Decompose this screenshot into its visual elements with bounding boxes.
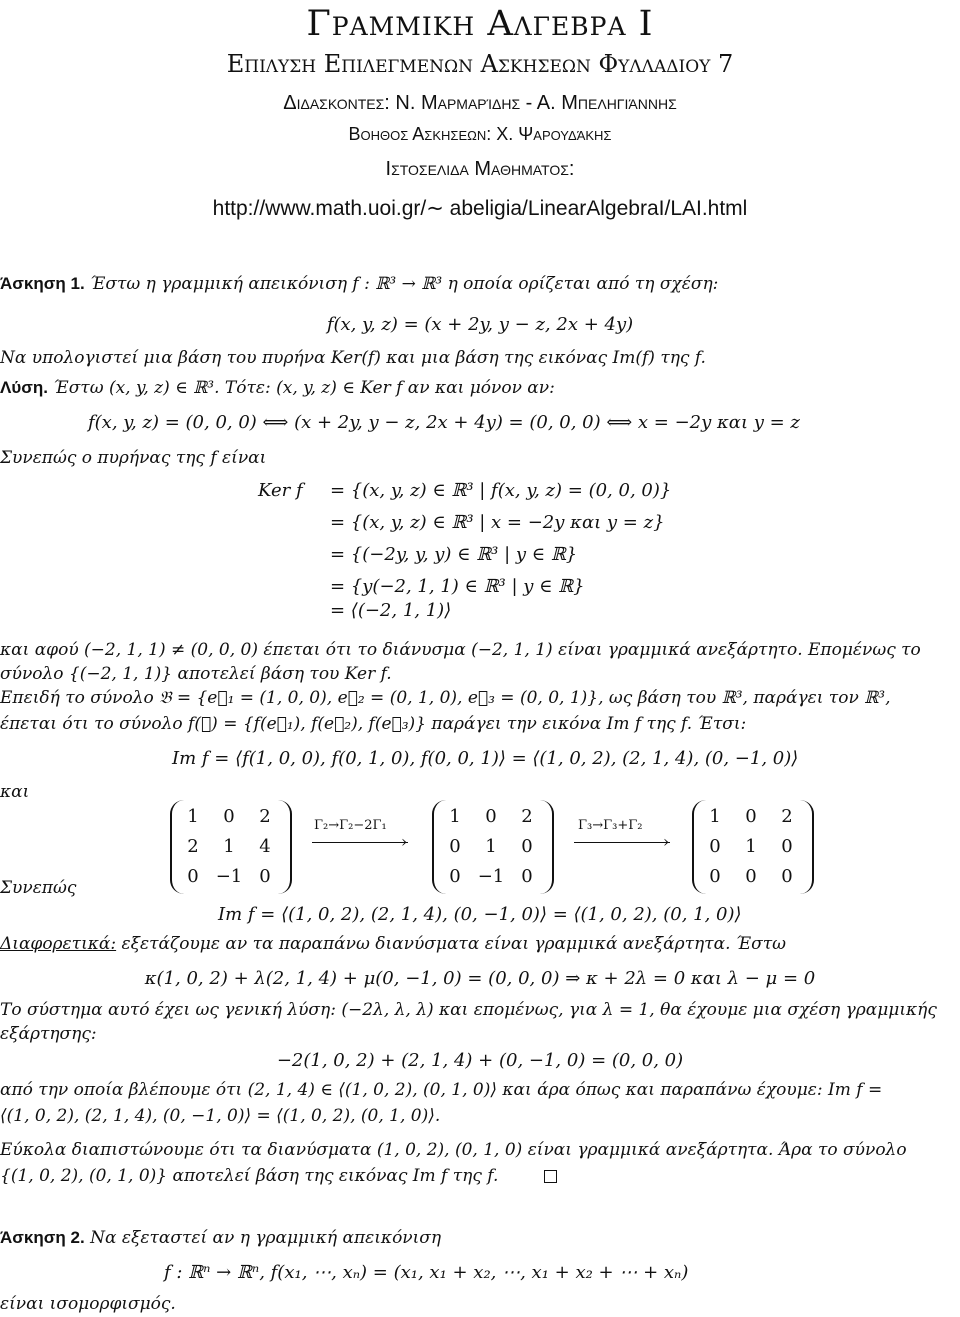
course-url[interactable]: http://www.math.uoi.gr/∼ abeligia/LinearAlgebraI/LAI.html [212,197,748,220]
doc-subtitle: Επιλυση Επιλεγμενων Ασκησεων Φυλλαδιου 7 [226,50,734,78]
exercise-2-label: Άσκηση 2. [0,1228,85,1247]
therefore-word: Συνεπώς [0,878,77,898]
arrow-right-icon: › [663,832,670,851]
definition-equation: f(x, y, z) = (x + 2y, y − z, 2x + 4y) [326,314,634,335]
image-line-2: έπεται ότι το σύνολο f(𝔅) = {f(e⃗₁), f(e⃗₂), f(e⃗₃)} παράγει την εικόνα Im f της f. Έτσι: [0,714,747,734]
easy-1: Εύκολα διαπιστώνουμε ότι τα διανύσματα (1, 0, 2), (0, 1, 0) είναι γραμμικά ανεξάρτητα. Άρα το σύνολο [0,1140,907,1160]
matrix-1-cells [175,802,283,892]
arrow-right-icon: › [401,832,408,851]
exercise-1-task: Να υπολογιστεί μια βάση του πυρήνα Ker(f) και μια βάση της εικόνας Im(f) της f. [0,348,706,368]
easy-2-line [0,1166,557,1186]
qed-square-icon [544,1170,557,1183]
m3-cell: 2 [781,806,793,827]
exercise-1-label: Άσκηση 1. [0,274,85,293]
matrix-2-cells [437,802,545,892]
image-result: Im f = ⟨(1, 0, 2), (2, 1, 4), (0, −1, 0)⟩ = ⟨(1, 0, 2), (0, 1, 0)⟩ [218,904,742,925]
m2-cell: 0 [449,836,461,857]
iff-equation: f(x, y, z) = (0, 0, 0) ⟺ (x + 2y, y − z, 2x + 4y) = (0, 0, 0) ⟺ x = −2y και y = z [88,412,800,433]
exercise-1-statement: Έστω η γραμμική απεικόνιση f : ℝ³ → ℝ³ η οποία ορίζεται από τη σχέση: [90,274,719,294]
from-which-2: ⟨(1, 0, 2), (2, 1, 4), (0, −1, 0)⟩ = ⟨(1, 0, 2), (0, 1, 0)⟩. [0,1106,441,1126]
m1-cell: 4 [259,836,271,857]
dependence-equation: −2(1, 0, 2) + (2, 1, 4) + (0, −1, 0) = (0, 0, 0) [276,1050,684,1071]
kernel-conclusion-2: σύνολο {(−2, 1, 1)} αποτελεί βάση του Ker f. [0,664,392,684]
matrix-3-cells [697,802,805,892]
solution-label: Λύση. [0,378,48,397]
exercise-2-statement: Να εξεταστεί αν η γραμμική απεικόνιση [90,1228,442,1248]
m2-cell: 1 [485,836,497,857]
m1-cell: 0 [259,866,271,887]
m1-cell: −1 [215,866,243,887]
m3-cell: 0 [709,866,721,887]
kernel-intro: Συνεπώς ο πυρήνας της f είναι [0,448,267,468]
m1-cell: 2 [187,836,199,857]
row-operation-2-arrow [574,842,670,843]
solution-intro-line [0,378,555,398]
exercise-2-statement-line [0,1228,441,1248]
m3-cell: 0 [709,836,721,857]
m1-cell: 2 [259,806,271,827]
kernel-row-2: = {(x, y, z) ∈ ℝ³ | x = −2y και y = z} [330,512,665,533]
kernel-row-3: = {(−2y, y, y) ∈ ℝ³ | y ∈ ℝ} [330,544,578,565]
exercise-2-question: είναι ισομορφισμός. [0,1294,176,1314]
alternative-text: εξετάζουμε αν τα παραπάνω διανύσματα είναι γραμμικά ανεξάρτητα. Έστω [116,934,787,954]
m1-cell: 1 [187,806,199,827]
from-which-1: από την οποία βλέπουμε ότι (2, 1, 4) ∈ ⟨(1, 0, 2), (0, 1, 0)⟩ και άρα όπως και παραπάνω έχουμε: Im f = [0,1080,883,1100]
m3-cell: 0 [745,866,757,887]
kernel-row-5: = ⟨(−2, 1, 1)⟩ [330,600,452,621]
m2-cell: 0 [521,866,533,887]
solution-intro: Έστω (x, y, z) ∈ ℝ³. Τότε: (x, y, z) ∈ Ker f αν και μόνον αν: [53,378,555,398]
m2-cell: 0 [485,806,497,827]
m3-cell: 0 [745,806,757,827]
row-operation-1-arrow [312,842,408,843]
teachers-line: Διδασκοντες: Ν. Μαρμαρίδης - Α. Μπεληγιάννης [283,92,677,114]
and-word: και [0,782,30,802]
general-solution-1: Το σύστημα αυτό έχει ως γενική λύση: (−2λ, λ, λ) και επομένως, για λ = 1, θα έχουμε μια σχέση γραμμικής [0,1000,937,1020]
m2-cell: 2 [521,806,533,827]
assistant-line: Βοηθος Ασκησεων: Χ. Ψαρουδάκης [348,124,612,144]
row-operation-2: Γ₃→Γ₃+Γ₂ [578,818,643,833]
m3-cell: 1 [745,836,757,857]
kernel-row-4: = {y(−2, 1, 1) ∈ ℝ³ | y ∈ ℝ} [330,576,585,597]
doc-title: Γραμμικη Αλγεβρα Ι [306,4,654,44]
image-equation: Im f = ⟨f(1, 0, 0), f(0, 1, 0), f(0, 0, 1)⟩ = ⟨(1, 0, 2), (2, 1, 4), (0, −1, 0)⟩ [172,748,799,769]
m3-cell: 0 [781,866,793,887]
website-label: Ιστοσελιδα Μαθηματος: [385,158,575,180]
kernel-conclusion-1: και αφού (−2, 1, 1) ≠ (0, 0, 0) έπεται ότι το διάνυσμα (−2, 1, 1) είναι γραμμικά ανεξάρτητο. Επομένως το [0,640,921,660]
exercise-1-statement-line [0,274,718,294]
kappa-equation: κ(1, 0, 2) + λ(2, 1, 4) + μ(0, −1, 0) = (0, 0, 0) ⇒ κ + 2λ = 0 και λ − μ = 0 [144,968,816,989]
m1-cell: 0 [223,806,235,827]
m3-cell: 1 [709,806,721,827]
m2-cell: 0 [521,836,533,857]
kernel-lhs: Ker f [258,480,303,501]
m2-cell: −1 [477,866,505,887]
m1-cell: 0 [187,866,199,887]
m3-cell: 0 [781,836,793,857]
image-line-1: Επειδή το σύνολο 𝔅 = {e⃗₁ = (1, 0, 0), e⃗₂ = (0, 1, 0), e⃗₃ = (0, 0, 1)}, ως βάση του ℝ³, παράγει τον ℝ³, [0,688,891,708]
alternative-line [0,934,786,954]
easy-2: {(1, 0, 2), (0, 1, 0)} αποτελεί βάση της εικόνας Im f της f. [0,1166,499,1186]
m2-cell: 0 [449,866,461,887]
alternative-label: Διαφορετικά: [0,934,117,954]
m2-cell: 1 [449,806,461,827]
m1-cell: 1 [223,836,235,857]
row-operation-1: Γ₂→Γ₂−2Γ₁ [314,818,387,833]
general-solution-2: εξάρτησης: [0,1024,97,1044]
kernel-row-1: = {(x, y, z) ∈ ℝ³ | f(x, y, z) = (0, 0, 0)} [330,480,672,501]
exercise-2-map: f : ℝⁿ → ℝⁿ, f(x₁, ⋯, xₙ) = (x₁, x₁ + x₂, ⋯, x₁ + x₂ + ⋯ + xₙ) [164,1262,689,1283]
